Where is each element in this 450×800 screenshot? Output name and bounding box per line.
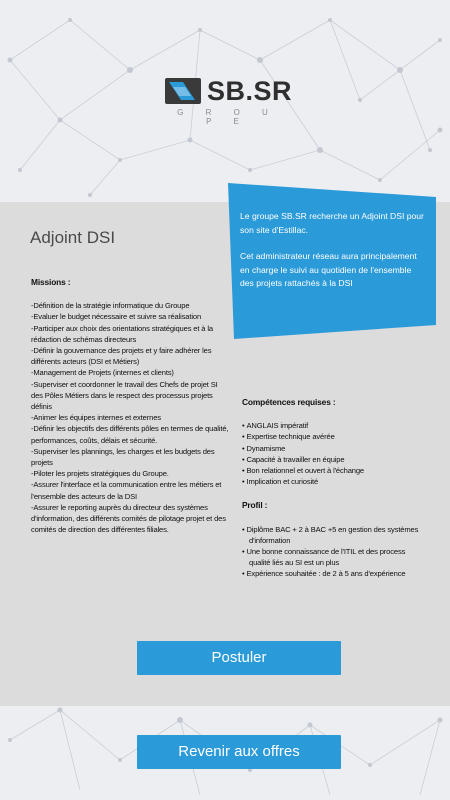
mission-item: -Superviser les plannings, les charges et les budgets des projets bbox=[31, 446, 215, 468]
apply-button[interactable]: Postuler bbox=[137, 641, 341, 675]
mission-item: -Superviser et coordonner le travail des Chefs de projet SI des Pôles Métiers dans le respect des processus projets définis bbox=[31, 379, 218, 412]
mission-item: -Piloter les projets stratégiques du Groupe. bbox=[31, 469, 169, 479]
intro-paragraph: Le groupe SB.SR recherche un Adjoint DSI pour son site d'Estillac. bbox=[240, 211, 424, 235]
intro-text bbox=[240, 210, 425, 304]
mission-item: -Assurer le reporting auprès du directeur des systèmes d'information, des différents comités de pilotage projet et des comités de direction des différentes filiales. bbox=[31, 502, 226, 535]
competence-item: • Capacité à travailler en équipe bbox=[242, 454, 427, 465]
logo-mark-icon bbox=[165, 78, 203, 104]
missions-title: Missions : bbox=[31, 277, 71, 287]
competence-item: • Bon relationnel et ouvert à l'échange bbox=[242, 465, 427, 476]
mission-item: -Définir les objectifs des différents pôles en termes de qualité, performances, coûts, délais et sécurité. bbox=[31, 424, 229, 445]
competences-list bbox=[242, 420, 427, 487]
profil-item: • Diplôme BAC + 2 à BAC +5 en gestion des systèmes d'information bbox=[242, 524, 427, 546]
logo-wordmark: SB.SR bbox=[207, 76, 293, 106]
intro-paragraph: Cet administrateur réseau aura principalement en charge le suivi au quotidien de l'ensemble des projets rattachés à la DSI bbox=[240, 251, 417, 288]
logo-subtitle: G R O U P E bbox=[177, 108, 278, 126]
competences-title: Compétences requises : bbox=[242, 397, 336, 407]
mission-item: -Définir la gouvernance des projets et y faire adhérer les différents acteurs (DSI et Métiers) bbox=[31, 346, 212, 367]
competence-item: • Dynamisme bbox=[242, 443, 427, 454]
missions-section bbox=[31, 277, 231, 535]
mission-item: -Définition de la stratégie informatique du Groupe bbox=[31, 301, 190, 311]
mission-item: -Participer aux choix des orientations stratégiques et à la rédaction de schémas directeurs bbox=[31, 323, 213, 344]
back-to-offers-button[interactable]: Revenir aux offres bbox=[137, 735, 341, 769]
competence-item: • Implication et curiosité bbox=[242, 476, 427, 487]
mission-item: -Assurer l'interface et la communication entre les métiers et l'ensemble des acteurs de la DSI bbox=[31, 480, 222, 501]
mission-item: -Animer les équipes internes et externes bbox=[31, 413, 161, 423]
requirements-section bbox=[242, 397, 427, 580]
competence-item: • ANGLAIS impératif bbox=[242, 420, 427, 431]
job-title: Adjoint DSI bbox=[30, 228, 116, 247]
mission-item: -Management de Projets (internes et clients) bbox=[31, 368, 174, 378]
mission-item: -Evaluer le budget nécessaire et suivre sa réalisation bbox=[31, 312, 202, 322]
competence-item: • Expertise technique avérée bbox=[242, 431, 427, 442]
profil-list bbox=[242, 524, 427, 580]
profil-item: • Expérience souhaitée : de 2 à 5 ans d'expérience bbox=[242, 568, 427, 579]
profil-item: • Une bonne connaissance de l'ITIL et des process qualité liés au SI est un plus bbox=[242, 546, 427, 568]
company-logo bbox=[165, 76, 293, 126]
profil-title: Profil : bbox=[242, 500, 268, 511]
